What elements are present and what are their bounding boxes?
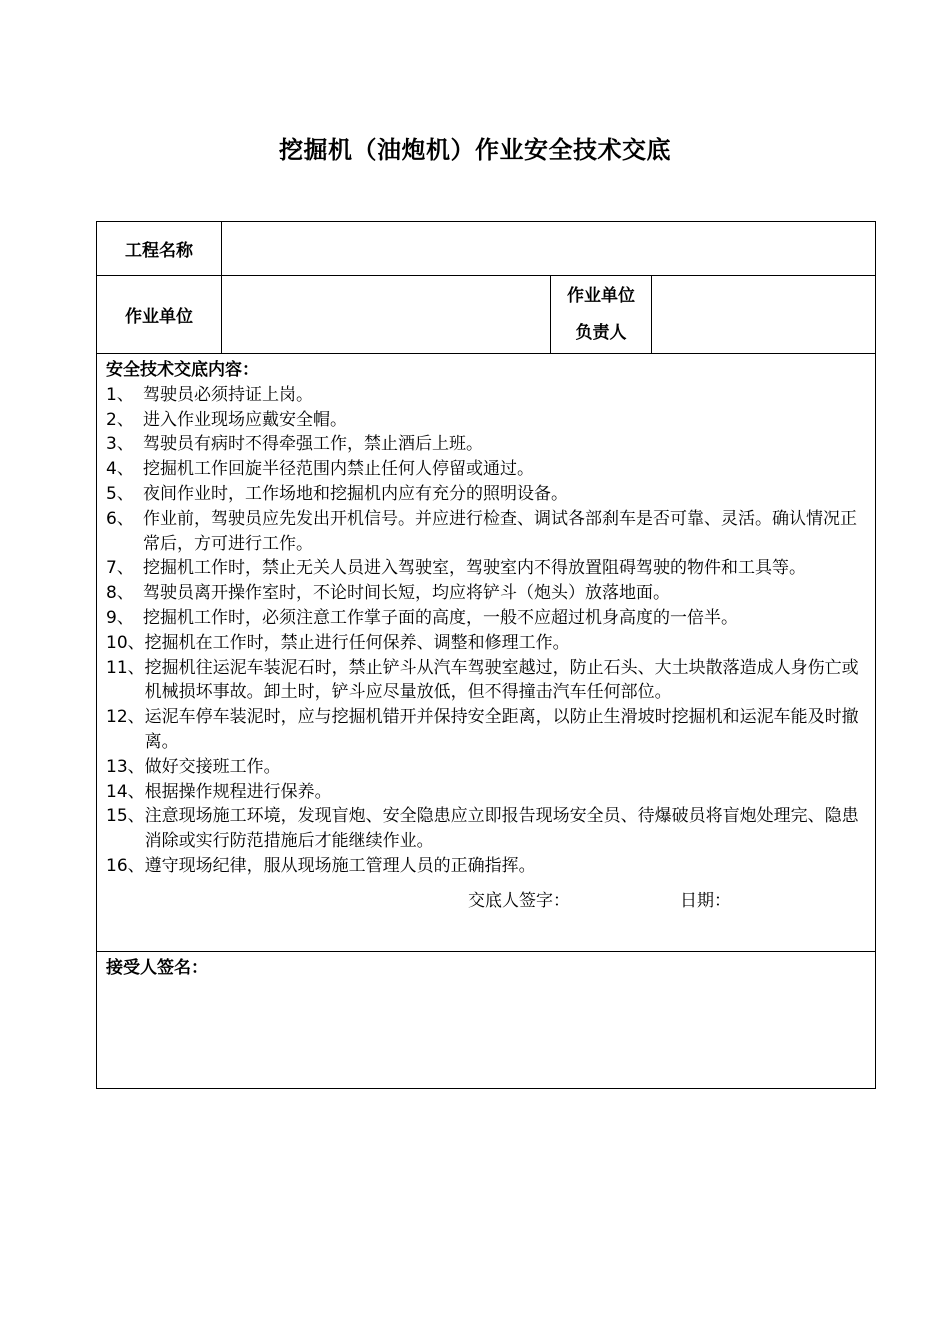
project-name-row [97, 222, 876, 276]
briefing-item-number: 15、 [106, 806, 145, 827]
briefing-item-text: 驾驶员离开操作室时，不论时间长短，均应将铲斗（炮头）放落地面。 [143, 583, 670, 604]
briefing-item-text: 挖掘机在工作时，禁止进行任何保养、调整和修理工作。 [144, 632, 570, 653]
briefing-item-text: 作业前，驾驶员应先发出开机信号。并应进行检查、调试各部刹车是否可靠、灵活。确认情况正常后，方可进行工作。 [143, 508, 857, 554]
briefing-item [106, 408, 867, 433]
briefing-item [106, 383, 867, 408]
briefing-item [106, 507, 867, 557]
briefing-item-text: 驾驶员有病时不得牵强工作，禁止酒后上班。 [143, 434, 483, 455]
project-name-field[interactable] [222, 222, 876, 276]
briefing-item-number: 10、 [106, 632, 145, 653]
briefing-item [106, 581, 867, 606]
signature-row [106, 889, 867, 915]
briefing-form-table [96, 221, 876, 1089]
briefing-item [106, 631, 867, 656]
briefing-item-number: 8、 [106, 583, 134, 604]
briefing-item-text: 驾驶员必须持证上岗。 [143, 384, 313, 405]
receiver-row [97, 952, 876, 1089]
briefing-item-number: 3、 [106, 434, 134, 455]
briefing-item-text: 根据操作规程进行保养。 [144, 781, 332, 802]
briefing-item [106, 556, 867, 581]
briefing-item [106, 804, 867, 854]
briefing-item-text: 挖掘机工作回旋半径范围内禁止任何人停留或通过。 [143, 459, 534, 480]
briefing-item [106, 606, 867, 631]
content-heading: 安全技术交底内容： [106, 360, 259, 380]
date-label: 日期： [680, 890, 731, 911]
briefing-item-number: 16、 [106, 855, 145, 876]
briefing-item-text: 注意现场施工环境，发现盲炮、安全隐患应立即报告现场安全员、待爆破员将盲炮处理完、隐患消除或实行防范措施后才能继续作业。 [144, 806, 859, 852]
briefing-item-text: 遵守现场纪律，服从现场施工管理人员的正确指挥。 [144, 855, 536, 876]
briefing-items-list [106, 383, 867, 879]
briefing-content [97, 354, 876, 952]
briefing-item-number: 13、 [106, 756, 145, 777]
briefing-item-text: 进入作业现场应戴安全帽。 [143, 409, 347, 430]
briefing-item-text: 挖掘机往运泥车装泥石时，禁止铲斗从汽车驾驶室越过，防止石头、大土块散落造成人身伤亡或机械损坏事故。卸土时，铲斗应尽量放低，但不得撞击汽车任何部位。 [144, 657, 859, 703]
receiver-signature-area[interactable] [97, 952, 876, 1089]
briefing-item-number: 12、 [106, 707, 145, 728]
briefing-item [106, 705, 867, 755]
briefing-item [106, 656, 867, 706]
briefing-item-number: 1、 [106, 384, 134, 405]
briefing-item [106, 457, 867, 482]
page-title: 挖掘机（油炮机）作业安全技术交底 [279, 136, 671, 164]
unit-leader-label [551, 276, 652, 354]
briefing-item-number: 14、 [106, 781, 145, 802]
briefing-item-text: 夜间作业时，工作场地和挖掘机内应有充分的照明设备。 [143, 483, 568, 504]
briefing-item-number: 7、 [106, 558, 134, 579]
briefing-item-number: 9、 [106, 607, 134, 628]
unit-leader-field[interactable] [652, 276, 876, 354]
briefing-item-text: 做好交接班工作。 [144, 756, 281, 777]
work-unit-row [97, 276, 876, 354]
briefer-signature-label: 交底人签字： [468, 890, 570, 911]
briefing-item-number: 5、 [106, 483, 134, 504]
briefing-item-text: 运泥车停车装泥时，应与挖掘机错开并保持安全距离，以防止生滑坡时挖掘机和运泥车能及时撤离。 [144, 707, 859, 752]
receiver-signature-label: 接受人签名： [106, 958, 208, 978]
briefing-item-number: 4、 [106, 459, 134, 480]
briefing-item-text: 挖掘机工作时，必须注意工作掌子面的高度，一般不应超过机身高度的一倍半。 [143, 607, 738, 628]
work-unit-label: 作业单位 [97, 276, 222, 354]
briefing-item-text: 挖掘机工作时，禁止无关人员进入驾驶室，驾驶室内不得放置阻碍驾驶的物件和工具等。 [143, 558, 806, 579]
unit-leader-label-line2: 负责人 [575, 322, 627, 343]
briefing-item-number: 2、 [106, 409, 134, 430]
briefing-item [106, 780, 867, 805]
project-name-label: 工程名称 [97, 222, 222, 276]
content-row [97, 354, 876, 952]
briefing-item [106, 755, 867, 780]
briefing-item-number: 6、 [106, 508, 134, 529]
briefing-item [106, 482, 867, 507]
briefing-item [106, 854, 867, 879]
briefing-item [106, 432, 867, 457]
briefing-item-number: 11、 [106, 657, 145, 678]
work-unit-field[interactable] [222, 276, 551, 354]
unit-leader-label-line1: 作业单位 [567, 285, 635, 306]
